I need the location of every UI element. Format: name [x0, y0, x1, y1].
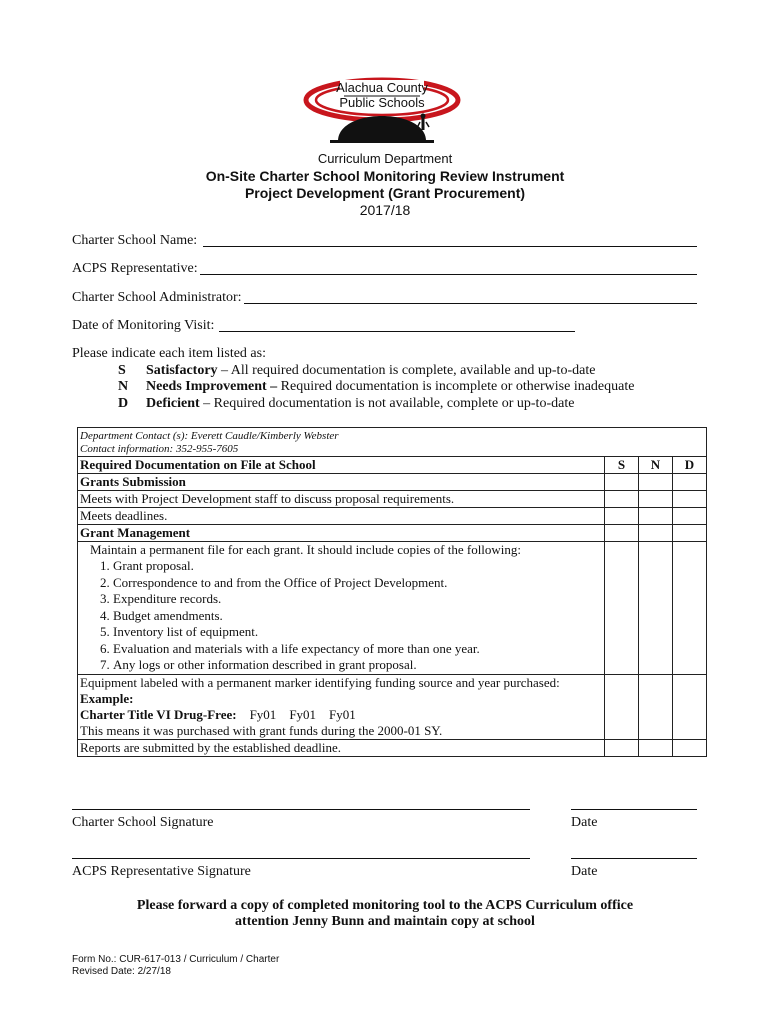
section-grant-management: Grant Management — [78, 525, 605, 542]
representative-line[interactable] — [200, 274, 697, 275]
svg-text:Public Schools: Public Schools — [339, 95, 425, 110]
table-row: Meets deadlines. — [78, 508, 707, 525]
forwarding-instruction: Please forward a copy of completed monitoring tool to the ACPS Curriculum office — [136, 898, 634, 913]
charter-date-line[interactable] — [571, 809, 697, 810]
charter-date-label: Date — [571, 815, 598, 830]
legend-intro: Please indicate each item listed as: — [72, 346, 266, 361]
school-name-line[interactable] — [203, 246, 697, 247]
rating-cell-s[interactable] — [605, 491, 639, 508]
table-row: Equipment labeled with a permanent marker identifying funding source and year purchased: Example: Charter Title VI Drug-Free: Fy01 Fy01 Fy01 This means it was purchased with grant funds during the 2000-01 SY. — [78, 674, 707, 739]
list-item: 1. Grant proposal. — [113, 558, 602, 575]
rating-cell-d[interactable] — [673, 739, 707, 756]
column-d-header: D — [673, 457, 707, 474]
list-item: 5. Inventory list of equipment. — [113, 624, 602, 641]
column-s-header: S — [605, 457, 639, 474]
acps-signature-line[interactable] — [72, 858, 530, 859]
list-item: 3. Expenditure records. — [113, 591, 602, 608]
list-item: 2. Correspondence to and from the Office of Project Development. — [113, 575, 602, 592]
table-row: Reports are submitted by the established deadline. — [78, 739, 707, 756]
rating-cell-s[interactable] — [605, 674, 639, 739]
department-label: Curriculum Department — [317, 151, 453, 166]
table-header-label: Required Documentation on File at School — [78, 457, 605, 474]
rating-cell-n[interactable] — [639, 674, 673, 739]
acps-date-line[interactable] — [571, 858, 697, 859]
acps-date-label: Date — [571, 864, 598, 879]
forwarding-instruction-2: attention Jenny Bunn and maintain copy at school — [235, 914, 535, 929]
acps-signature-label: ACPS Representative Signature — [72, 864, 251, 879]
rating-cell-s[interactable] — [605, 508, 639, 525]
legend-item: N Needs Improvement – Required documentation is incomplete or otherwise inadequate — [118, 379, 635, 394]
table-row: Meets with Project Development staff to discuss proposal requirements. — [78, 491, 707, 508]
rating-cell-s[interactable] — [605, 542, 639, 675]
rating-cell-d[interactable] — [673, 542, 707, 675]
rating-cell-n[interactable] — [639, 508, 673, 525]
rating-cell-n[interactable] — [639, 542, 673, 675]
rating-legend — [72, 346, 635, 412]
department-contact: Department Contact (s): Everett Caudle/Kimberly Webster Contact information: 352-955-7605 — [78, 428, 707, 457]
section-grants-submission: Grants Submission — [78, 474, 605, 491]
charter-signature-label: Charter School Signature — [72, 815, 214, 830]
list-item: 4. Budget amendments. — [113, 608, 602, 625]
visit-date-label: Date of Monitoring Visit: — [72, 318, 215, 333]
rating-cell-d[interactable] — [673, 491, 707, 508]
school-year: 2017/18 — [359, 202, 411, 218]
representative-label: ACPS Representative: — [72, 261, 198, 276]
rating-cell-n[interactable] — [639, 739, 673, 756]
rating-cell-n[interactable] — [639, 491, 673, 508]
revised-date: Revised Date: 2/27/18 — [72, 966, 171, 977]
district-logo — [300, 66, 465, 146]
list-item: 6. Evaluation and materials with a life expectancy of more than one year. — [113, 641, 602, 658]
administrator-line[interactable] — [244, 303, 697, 304]
form-number: Form No.: CUR-617-013 / Curriculum / Charter — [72, 954, 280, 965]
rating-cell-s[interactable] — [605, 739, 639, 756]
charter-signature-line[interactable] — [72, 809, 530, 810]
monitoring-table — [77, 427, 707, 757]
document-subtitle: Project Development (Grant Procurement) — [244, 185, 526, 201]
administrator-label: Charter School Administrator: — [72, 290, 242, 305]
document-title: On-Site Charter School Monitoring Review Instrument — [205, 168, 565, 184]
table-row: Maintain a permanent file for each grant. It should include copies of the following: 1. Grant proposal. 2. Correspondence to and from the Office of Project Development. 3. Expenditure records. 4. Budget amendments. 5. Inventory list of equipment. 6. Evaluation and materials with a life expectancy of more than one year. 7. Any logs or other information described in grant proposal. — [78, 542, 707, 675]
school-name-label: Charter School Name: — [72, 233, 198, 248]
rating-cell-d[interactable] — [673, 674, 707, 739]
grant-file-list — [80, 558, 602, 674]
svg-text:Alachua County: Alachua County — [336, 80, 428, 95]
rating-cell-d[interactable] — [673, 508, 707, 525]
list-item: 7. Any logs or other information described in grant proposal. — [113, 657, 602, 674]
legend-item: D Deficient – Required documentation is not available, complete or up-to-date — [118, 395, 575, 411]
legend-item: S Satisfactory – All required documentation is complete, available and up-to-date — [118, 362, 596, 378]
visit-date-line[interactable] — [219, 331, 575, 332]
column-n-header: N — [639, 457, 673, 474]
